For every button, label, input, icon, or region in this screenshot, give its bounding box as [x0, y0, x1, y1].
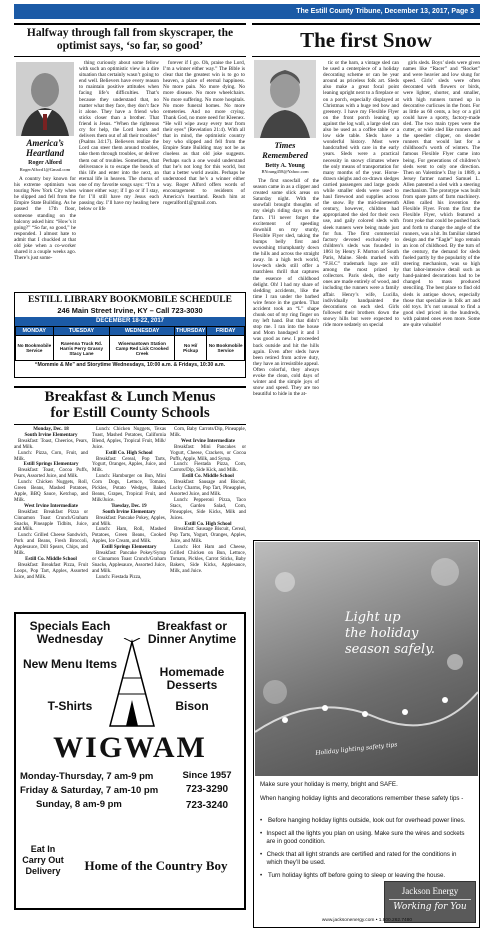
menu-headline-1: Breakfast & Lunch Menus	[44, 389, 216, 405]
author-photo-2	[254, 60, 316, 138]
teepee-icon	[108, 638, 156, 728]
menu-rule	[14, 386, 246, 388]
bullet-icon: •	[260, 872, 263, 879]
wigwam-ad	[14, 612, 246, 910]
day-header: MONDAY	[16, 327, 54, 336]
menu-item-text: Lunch: Pizza, Corn, Fruit, and Milk.	[14, 450, 88, 462]
holiday-photo	[255, 542, 478, 776]
menu-item-text: Breakfast: Toast, Cocoa Puffs, Pears, Assorted Juice, and Milk.	[14, 468, 88, 480]
menu-section-heading: West Irvine Intermediate	[24, 503, 78, 509]
menu-item-text: Lunch: Ham, Roll, Mashed Potatoes, Green Beans, Cooked Apples, Ice Cream, and Milk.	[92, 527, 166, 545]
page-header: The Estill County Tribune, December 13, 2017, Page 3	[14, 4, 480, 19]
menu-headline-2: for Estill County Schools	[50, 405, 210, 421]
day-header: WEDNESDAY	[110, 327, 175, 336]
menu-item-text: Lunch: Fiestada Pizza,	[96, 574, 142, 580]
ad-intro: Make sure your holiday is merry, bright and SAFE.	[260, 781, 398, 788]
right-col-2: tic or the barn, a vintage sled can be used a centerpiece of a holiday decorating scheme or can be year around as priceless folk art. Sleds also make a great focal point leaning upright next to a fireplace or on a porch, especially displayed at Christmas with a huge red bow and greenery. I have my Flexible Flyer on the front porch leaning up against the log wall, a large sled can also be used as a coffee table or a low side table. Sleds have a wonderful history. Most were handcrafted with care in the early years. Sleds were a practical necessity in snowy climates where the only means of transportation for many months of the year. Horse-drawn sleighs and ox-drawn sledges carried passengers and large goods while smaller sleds were used to haul firewood and supplies across the snow. By the mid-nineteenth century, however, children had appropriated the sled for their own use, and gaily colored sleds with sleek runners were being made just for fun. The first commercial factory devoted exclusively to children’s sleds was founded in 1861 by Henry F. Morton of South Paris, Maine. Sleds marked with “F.H.C” trademark logo are still among the most prized by collectors. Paris sleds, the early ones are made entirely of wood, and including the runners were a family affair. Henry’s wife, Lucilla, individually handpainted the decorations on each sled. Girls followed their brothers down the snowy hills but were expected to ride more sedately on special	[323, 60, 399, 329]
menu-section-heading: Estill Co. Middle School	[182, 474, 234, 480]
menu-item-text: Lunch: Grilled Cheese Sandwich, Pork and Beans, Fresh Broccoli, Applesauce, Dill Spears, Chips, and Milk.	[14, 533, 88, 557]
menu-item-text: Breakfast: Sausage and Biscuit, Lucky Charms, Pop Tart, Pineapples, Assorted Juice, and Milk.	[170, 480, 246, 497]
ad-website[interactable]: www.jacksonenergy.com	[321, 918, 375, 923]
column-title-2: Times Remembered	[262, 140, 308, 160]
menu-col-2	[92, 427, 166, 581]
jackson-energy-ad	[253, 540, 480, 928]
menu-item-text: Breakfast: Pancake Pokey/Syrup or Cinnamon Toast Crunch/Graham Snacks, Applesauce, Assorted Juice, and Milk.	[92, 551, 166, 574]
menu-item-text: Corn, Baby Carrots/Dip, Pineapple, Milk.	[170, 427, 246, 438]
author-email: RogerAlford1@Gmail.com	[19, 167, 71, 172]
bullet-icon: •	[260, 851, 263, 858]
ad-since: Since 1957	[182, 770, 232, 781]
library-address: 246 Main Street Irvine, KY – Call 723-3030	[57, 306, 203, 315]
library-schedule	[14, 292, 246, 378]
menu-item-text: Lunch: Pepperoni Pizza, Taco Stacs, Garden Salad, Corn, Pineapples, Side Kicks, Milk and Juices.	[170, 497, 246, 521]
brand-slogan: Working for You	[389, 899, 471, 914]
schedule-cell: Ravenna Truck Rd. Harris Perry Grassy Stacy Lane	[53, 336, 110, 361]
schedule-cell: No Bookmobile Service	[16, 336, 54, 361]
schedule-cell: No Bookmobile Service	[207, 336, 245, 361]
left-col-1: A country boy known for his extreme optimism was touring New York City when he slipped and fell from the Empire State Building. As he passed the 17th floor, someone standing on the balcony asked him: “How’s it going?” “So far, so good,” he responded. I almost hate to admit that I chuckled at that old joke when a co-worker shared it a couple weeks ago. There’s just some-	[14, 176, 76, 262]
menu-section-heading: Estill Co. High School	[105, 450, 153, 456]
ad-lead: When hanging holiday lights and decorations remember these safety tips -	[260, 795, 464, 802]
ad-hours-1: Monday-Thursday, 7 am-9 pm	[20, 771, 154, 782]
bullet-icon: •	[260, 817, 263, 824]
menu-item-text: Breakfast: Mini Pancakes or Yogurt, Cheese, Crackers, or Cocoa Puffs, Apple, Milk, and Syrup.	[170, 444, 246, 462]
ad-specials: Specials Each Wednesday	[29, 619, 111, 646]
author-photo	[16, 62, 74, 136]
menu-col-3	[170, 427, 246, 575]
bullet-icon: •	[260, 830, 263, 837]
headline-rule	[14, 56, 246, 57]
right-headline-rule	[252, 56, 480, 57]
library-title: ESTILL LIBRARY BOOKMOBILE SCHEDULE	[28, 295, 232, 305]
menu-section-heading: Estill Springs Elementary	[101, 545, 157, 551]
right-headline: The first Snow	[300, 28, 432, 52]
menu-section-heading: West Irvine Intermediate	[181, 438, 235, 444]
brand-box	[384, 881, 476, 923]
ad-phone: 1.800.262.7480	[378, 918, 413, 923]
menu-section-heading: Estill Springs Elementary	[23, 462, 79, 468]
library-footer: “Mommie & Me” and Storytime Wednesdays, 10:00 a.m. & Fridays, 10:30 a.m.	[34, 362, 226, 368]
menu-section-heading: South Irvine Elementary	[102, 509, 156, 515]
schedule-table	[15, 326, 245, 361]
menu-item-text: Lunch: Chicken Nuggets, Roll, Green Beans, Mashed Potatoes, Apple, BBQ Sauce, Ketchup, and Milk.	[14, 480, 88, 503]
right-top-rule	[252, 23, 480, 25]
left-col-2: thing curiously about some fellow with such an optimistic view in a dire situation that certainly wasn’t going to end well. Believers have every reason to maintain positive attitudes when facing life’s difficulties. That’s because they understand that, no matter what they face, they don’t face it alone. They have a friend who sticks closer than a brother. That friend is Jesus. “When the righteous cry for help, the Lord hears and delivers them out of all their troubles” (Psalms 34:17). Believers realize the Lord can steer them around troubles, take them through troubles, or deliver them out of troubles. Sometimes, that deliverance is to escape the bonds of this life and enter into the next, an eternal life in heaven. The chorus of one of my favorite songs says: “I’m a winner either way; if I go or if I stay, for I’ll still have my Jesus each passing day. I’ll have my healing here below or life	[79, 60, 159, 213]
menu-item-text: Breakfast: Breakfast Pizza or Cinnamon Toast Crunch/Graham Snacks, Pineapple Tidbits, Juice, and Milk.	[14, 509, 88, 533]
menu-section-heading: Tuesday, Dec. 19	[111, 503, 147, 509]
menu-item-text: Breakfast: Cereal, Pop Tarts, Yogurt, Oranges, Apples, Juice, and Milk.	[92, 456, 166, 474]
ad-tshirts: T-Shirts	[47, 699, 93, 713]
menu-section-heading: Estill Co. High School	[184, 521, 232, 527]
menu-section-heading: Estill Co. Middle School	[25, 556, 77, 562]
ad-desserts: Homemade Desserts	[159, 665, 225, 692]
schedule-cell: No Hi/ Pickup	[174, 336, 207, 361]
ad-phone-1: 723-3290	[185, 784, 229, 795]
left-headline: Halfway through fall from skyscraper, the optimist says, ‘so far, so good’	[26, 27, 234, 52]
right-col-1: The first snowfall of the season came in as a clipper and created some slick areas on Saturday night. With the snowfall brought thoughts of my sleigh riding days on the farm. I’ll never forget the excitement of speeding downhill on my sturdy, Flexible Flyer sled, taking the bumps belly first and swooshing triumphantly down the hills and across the straight away. In a high tech world, low-tech sleds still offer a matchless thrill that captures the essence of childhood delight. Oh! I had my share of sledding accidents, like the time I ran under the barbed wire fence in the garden. That accident took an “L” shape chunk out of my ring finger on my left hand. But that didn’t stop me. I ran into the house and Mom bandaged it and I was good as new. I proceeded back outside and hit the hills again. Even after sleds have been retired from active duty, they have an irresistible appeal. Often colorful, they always evoke the clean, cold days of winter and the simple joys of snow and speed. They are too beautiful to hide in the at-	[253, 178, 319, 398]
menu-item-text: Lunch: Fiestada Pizza, Corn, Carrots/Dip, Side Kick, and Milk.	[170, 462, 246, 474]
ad-hours-3: Sunday, 8 am-9 pm	[36, 799, 122, 810]
ad-bison: Bison	[175, 699, 209, 713]
ad-phone-2: 723-3240	[185, 800, 229, 811]
author-email-2: BYoung458@Yahoo.com	[261, 169, 309, 174]
tip-item: • Inspect all the lights you plan on using. Make sure the wires and sockets are in good condition.	[260, 830, 465, 845]
menu-item-text: Breakfast: Pancake Pokey, Apples, and Milk.	[92, 515, 166, 527]
ad-new-menu: New Menu Items	[22, 657, 118, 671]
menu-item-text: Breakfast: Breakfast Pizza, Fruit Loops, Pop Tart, Apples, Assorted Juice, and Milk.	[14, 562, 88, 580]
tip-item: • Turn holiday lights off before going to sleep or leaving the house.	[260, 872, 446, 879]
day-header: THURSDAY	[175, 328, 206, 334]
menu-item-text: Breakfast: Sausage Biscuit, Cereal, Pop Tarts, Yogurt, Oranges, Apples, Juice, and Milk.	[170, 527, 246, 545]
ad-hours-2: Friday & Saturday, 7 am-10 pm	[20, 785, 159, 796]
photo-text-1: Light up	[345, 610, 401, 625]
ad-contact: www.jacksonenergy.com • 1.800.262.7480	[321, 918, 413, 923]
ad-wigwam-name: WIGWAM	[53, 731, 207, 764]
menu-item-text: Lunch: Hamburger on Bun, Mini Corn Dogs, Lettuce, Tomato, Pickles, Potato Wedges, Baked Beans, Grapes, Tropical Fruit, and Milk/Juice.	[92, 474, 166, 503]
ad-breakfast: Breakfast or Dinner Anytime	[147, 619, 237, 646]
tip-item: • Before hanging holiday lights outside, look out for overhead power lines.	[260, 817, 466, 824]
schedule-cell: Wisemantown Station Camp Red Lick Crooked Creek	[110, 336, 175, 361]
menu-col-1	[14, 427, 88, 581]
ad-home-country-boy: Home of the Country Boy	[84, 858, 228, 873]
menu-rule-2	[14, 424, 246, 425]
day-header: TUESDAY	[53, 327, 110, 336]
ad-eat-in: Eat In Carry Out Delivery	[22, 844, 64, 876]
column-title: America’s Heartland	[25, 138, 64, 158]
photo-caption: Holiday lighting safety tips	[315, 741, 398, 757]
photo-text-2: the holiday	[345, 626, 419, 641]
menu-item-text: Lunch: Chicken Nuggets, Texas Toast, Mashed Potatoes, California Blend, Apples, Tropical Fruit, Milk/ Juice.	[92, 427, 166, 450]
menu-item-text: Breakfast: Toast, Cheerios, Pears, and Milk.	[14, 438, 88, 450]
menu-item-text: Lunch: Hot Ham and Cheese, Grilled Chicken on Bun, Lettuce, Tomato, Pickles, Carrot Sticks, Baby Bakers, Side Kicks, Applesauce, Milk, and Juice.	[170, 545, 246, 574]
tips-list	[260, 817, 474, 885]
author-name: Roger Alford	[28, 160, 62, 166]
library-dates: DECEMBER 18-22, 2017	[15, 317, 245, 326]
day-header: FRIDAY	[207, 327, 245, 336]
photo-text-3: season safely.	[345, 642, 435, 657]
menu-section-heading: Monday, Dec. 18	[33, 427, 69, 432]
left-col-3: forever if I go. Oh, praise the Lord, I’m a winner either way.” The Bible is clear that the greatest win is to go to heaven, a place of eternal happiness. No more pain. No more dying. No more disease. No more wheelchairs. No more suffering. No more hospitals. No more funeral homes. No more cemeteries. And no more crying. Thank God, no more need for Kleenex. “He will wipe away every tear from their eyes” (Revelation 21:4). With all that in mind, the optimistic country boy who slipped and fell from the Empire State Building may not be as clueless as that old joke suggests. Perhaps such a one would understand that he’s not long for this world, but that a better world awaits. Perhaps he understood that he’s a winner either way. Roger Alford offers words of encouragement to residents of America’s heartland. Reach him at rogeralford1@gmail.com.	[163, 60, 245, 207]
right-col-3: girls sleds. Boys’ sleds were given names like “Racer” and “Rocket” and were heavier and low slung for speed. Girls’ sleds were often decorated with flowers or birds, were lighter, shorter, and smaller, with high runners turned up in decorative curlicues in the front. For as little as 60 cents, a boy or a girl could have a sporty, factory-made sled. The two main types were the cutter, or wide sled like runners and the speedier clipper, on slender runners that would last for a childhood’s worth of winters. The famous Flexible Flyer came into being. For generations of children’s sleds went to only one direction. Then on Valentine’s Day in 1889, a Jersey farmer named Samuel L. Allen patented a sled with a steering mechanism. The prototype was built from spare parts of farm machinery. Allen called his invention the Flexible Flyer. From the first the Flexible Flyer, which featured a front yoke that could be pushed back and forth to change the angle of the runners, was a hit. Its familiar slatted design and the “Eagle” logo remain an icon of childhood. By the turn of the century, the demand for sleds fueled partly by the popularity of the steering mechanism, was so high that labor-intensive detail such as hand-painted decorations had to be changed to mass produced stenciling. The best place to find old sleds is antique shows, especially those that specialize in folk art and old toys. It’s not unusual to find a good sled priced in the hundreds, with painted ones even more. Some are quite valuable!	[403, 60, 480, 329]
top-rule	[14, 23, 246, 25]
menu-section-heading: South Irvine Elementary	[24, 432, 78, 438]
tip-item: • Check that all light strands are certified and rated for the conditions in which they’ll be used.	[260, 851, 457, 866]
author-name-2: Betty A. Young	[265, 162, 305, 169]
brand-name: Jackson Energy	[401, 886, 459, 896]
